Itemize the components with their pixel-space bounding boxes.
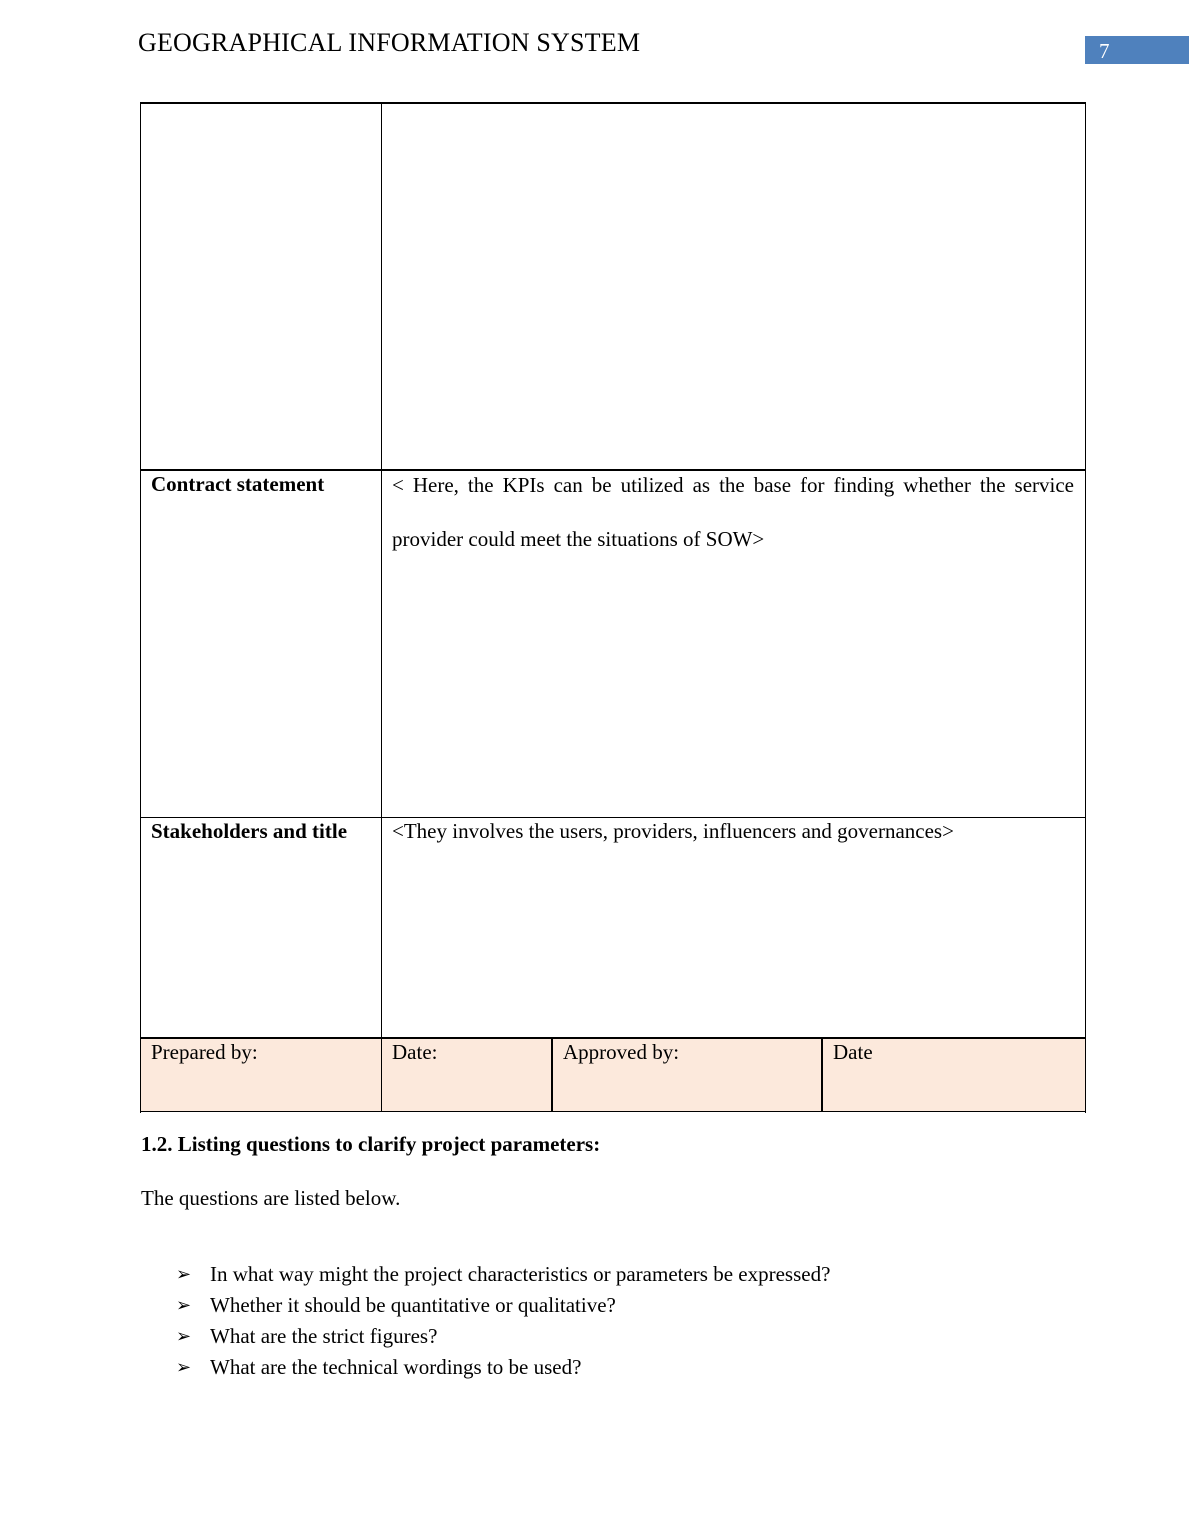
list-item — [176, 1321, 830, 1352]
table-border-right — [1085, 102, 1086, 1113]
list-item — [176, 1259, 830, 1290]
stakeholders-content: <They involves the users, providers, influencers and governances> — [392, 819, 954, 843]
list-item-text: In what way might the project characteristics or parameters be expressed? — [210, 1262, 831, 1286]
arrow-bullet-icon: ➢ — [176, 1264, 192, 1285]
table-divider-row2 — [140, 817, 1086, 818]
approved-by-label: Approved by: — [563, 1040, 680, 1064]
table-divider-row3 — [140, 1037, 1086, 1039]
contract-statement-label: Contract statement — [151, 472, 325, 496]
prepared-by-label: Prepared by: — [151, 1040, 258, 1064]
contract-statement-content: < Here, the KPIs can be utilized as the base for finding whether the service provider could meet the situations of SOW> — [392, 473, 1074, 551]
list-item-text: What are the strict figures? — [210, 1324, 438, 1348]
table-divider-signoff-col2 — [551, 1038, 553, 1112]
arrow-bullet-icon: ➢ — [176, 1357, 192, 1378]
list-item-text: What are the technical wordings to be used? — [210, 1355, 582, 1379]
table-divider-col1 — [381, 102, 382, 1112]
page-number-badge: 7 — [1085, 36, 1189, 64]
approved-date-label: Date — [833, 1040, 873, 1064]
table-border-bottom — [140, 1111, 1086, 1112]
table-divider-signoff-col3 — [821, 1038, 823, 1112]
list-item — [176, 1290, 830, 1321]
document-header-title: GEOGRAPHICAL INFORMATION SYSTEM — [138, 28, 641, 57]
list-item — [176, 1352, 830, 1383]
arrow-bullet-icon: ➢ — [176, 1295, 192, 1316]
table-border-left — [140, 102, 141, 1113]
arrow-bullet-icon: ➢ — [176, 1326, 192, 1347]
list-item-text: Whether it should be quantitative or qualitative? — [210, 1293, 616, 1317]
section-intro: The questions are listed below. — [141, 1186, 401, 1210]
stakeholders-label: Stakeholders and title — [151, 819, 348, 843]
section-heading: 1.2. Listing questions to clarify project parameters: — [141, 1132, 601, 1156]
prepared-date-label: Date: — [392, 1040, 438, 1064]
table-border-top — [140, 102, 1086, 104]
question-list — [176, 1259, 830, 1383]
